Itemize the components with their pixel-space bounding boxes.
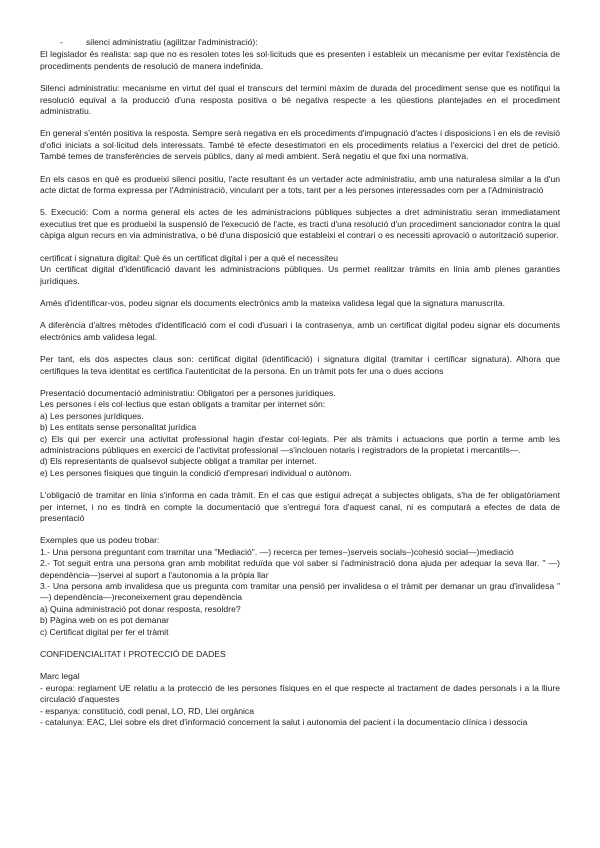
list-item: b) Les entitats sense personalitat jurídica bbox=[40, 422, 197, 433]
paragraph: L'obligació de tramitar en línia s'informa en cada tràmit. En el cas que estigui adreçat a subjectes obligats, s'ha de fer obligatòriament per internet, i no es tindrà en compte la documentació que s'entregui fora d'aquest canal, ni es computarà a efectes de data de presentació bbox=[40, 490, 560, 523]
paragraph: El legislador és realista: sap que no es resolen totes les sol·licituds que es presenten i estableix un mecanisme per evitar l'existència de procediments pendents de resolució de manera indefinida. bbox=[40, 49, 560, 71]
list-item: - europa: reglament UE relatiu a la protecció de les persones físiques en el que respecte al tractament de dades personals i a la lliure circulació d'aquestes bbox=[40, 682, 560, 705]
paragraph: En els casos en què es produeixi silenci positiu, l'acte resultant és un vertader acte administratiu, amb una naturalesa similar a la d'un acte dictat de forma expressa per l'Administració, vinculant per a tots, tant per a les persones interessades com per a l'Administració bbox=[40, 173, 560, 196]
list-item: a) Quina administració pot donar resposta, resoldre? bbox=[40, 603, 241, 614]
paragraph: En general s'entén positiva la resposta. Sempre serà negativa en els procediments d'impugnació d'actes i disposicions i en els de revisió d'ofici iniciats a sol·licitud dels interessats. També té efecte desestimatori en els procediments relatius a l'exercici del dret de petició. També temes de transferències de serveis públics, dany al medi ambient. Serà negatiu el que fixi una normativa. bbox=[40, 128, 560, 162]
text-line: Exemples que us podeu trobar: bbox=[40, 535, 160, 546]
list-item: e) Les persones físiques que tinguin la condició d'empresari individual o autònom. bbox=[40, 467, 352, 478]
list-item: - espanya: constitució, codi penal, LO, RD, Llei orgànica bbox=[40, 705, 255, 716]
paragraph: Amés d'identificar-vos, podeu signar els documents electrònics amb la mateixa validesa legal que la signatura manuscrita. bbox=[40, 297, 505, 308]
list-item: b) Pàgina web on es pot demanar bbox=[40, 615, 169, 626]
bullet-dash: - bbox=[60, 37, 63, 47]
paragraph: A diferència d'altres mètodes d'identificació com el codi d'usuari i la contrasenya, amb un certificat digital podeu signar els documents electrònics amb validesa legal. bbox=[40, 320, 560, 342]
list-item: 2.- Tot seguit entra una persona gran amb mobilitat reduïda que vol saber si l'administració dona ajuda per adequar la seva llar. " —) dependència—)servei al suport a l'autonomia a la pròpia llar bbox=[40, 558, 560, 580]
list-item: 1.- Una persona preguntant com tramitar una "Mediació". —) recerca per temes–)serveis socials–)cohesió social—)mediació bbox=[40, 546, 514, 557]
bullet-text: silenci administratiu (agilitzar l'administració): bbox=[86, 37, 258, 47]
section-heading: CONFIDENCIALITAT I PROTECCIÓ DE DADES bbox=[40, 649, 226, 660]
paragraph: Un certificat digital d'identificació davant les administracions públiques. Us permet realitzar tràmits en línia amb plenes garanties jurídiques. bbox=[40, 264, 560, 286]
heading-line: certificat i signatura digital: Què és un certificat digital i per a què el necessiteu bbox=[40, 252, 339, 263]
list-item: 3.- Una persona amb invalidesa que us pregunta com tramitar una pensió per invalidesa o el tràmit per demanar un grau d'invalidesa " —) dependència—)reconeixement grau dependència bbox=[40, 581, 560, 603]
text-line: Les persones i els col·lectius que estan obligats a tramitar per internet són: bbox=[40, 399, 326, 410]
list-item: a) Les persones jurídiques. bbox=[40, 410, 144, 421]
bullet-item bbox=[40, 37, 560, 48]
text-line: Presentació documentació administratiu: Obligatori per a persones jurídiques. bbox=[40, 387, 336, 398]
list-item: d) Els representants de qualsevol subjecte obligat a tramitar per internet. bbox=[40, 456, 317, 467]
paragraph: Silenci administratiu: mecanisme en virtut del qual el transcurs del termini màxim de durada del procediment sense que es notifiqui la resolució equival a la producció d'una resposta positiva o bé negativa respecte a les qüestions plantejades en el procediment administratiu. bbox=[40, 83, 560, 117]
text-line: Marc legal bbox=[40, 671, 80, 682]
paragraph: 5. Execució: Com a norma general els actes de les administracions públiques subjectes a dret administratiu seran immediatament executius tret que es produeixi la suspensió de l'execució de l'acte, es tracti d'una resolució d'un procediment sancionador contra la qual càpiga algun recurs en via administrativa, o bé d'una disposició que estableixi el contrari o es necessiti aprovació o autorització superior. bbox=[40, 207, 560, 241]
list-item: c) Els qui per exercir una activitat professional hagin d'estar col·legiats. Per als tràmits i actuacions que portin a terme amb les administracions públiques en exercici de l'activitat professional —s'inclouen notaris i registradors de la propietat i mercantils—. bbox=[40, 433, 560, 455]
paragraph: Per tant, els dos aspectes claus son: certificat digital (identificació) i signatura digital (tramitar i certificar signatura). Alhora que certifiques la teva identitat es certifica l'autenticitat de la persona. En un tràmit pots fer una o dues accions bbox=[40, 354, 560, 376]
list-item: - catalunya: EAC, Llei sobre els dret d'informació concernent la salut i autonomia del pacient i la documentacio clínica i dessocia bbox=[40, 717, 528, 728]
document-page bbox=[40, 37, 560, 729]
list-item: c) Certificat digital per fer el tràmit bbox=[40, 626, 169, 637]
